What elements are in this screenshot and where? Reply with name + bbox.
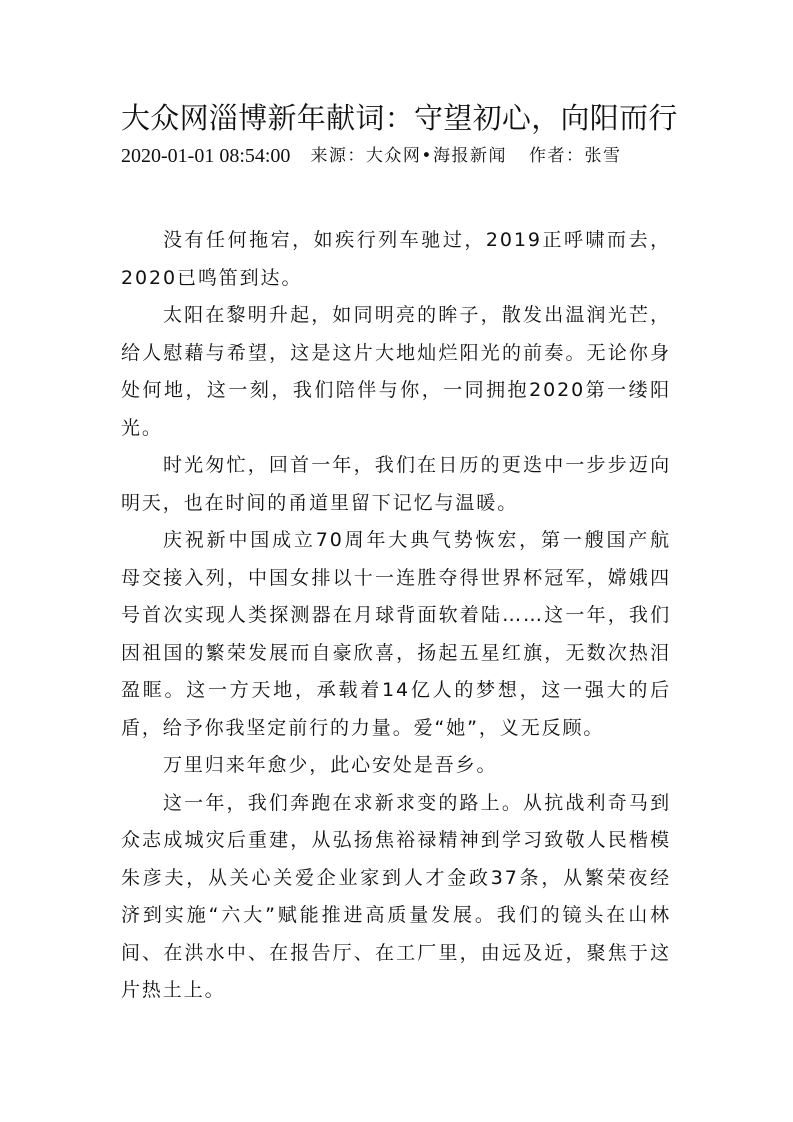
- paragraph: 万里归来年愈少，此心安处是吾乡。: [163, 754, 498, 776]
- article-author: 作者：张雪: [528, 146, 622, 166]
- paragraph: 没有任何拖宕，如疾行列车驰过，2019正呼啸而去，2020已鸣笛到达。: [121, 229, 671, 289]
- paragraph: 太阳在黎明升起，如同明亮的眸子，散发出温润光芒，给人慰藉与希望，这是这片大地灿烂阳光的前奏。无论你身处何地，这一刻，我们陪伴与你，一同拥抱2020第一缕阳光。: [121, 304, 671, 439]
- paragraph: 这一年，我们奔跑在求新求变的路上。从抗战利奇马到众志成城灾后重建，从弘扬焦裕禄精神到学习致敬人民楷模朱彦夫，从关心关爱企业家到人才金政37条，从繁荣夜经济到实施“六大”赋能推进高质量发展。我们的镜头在山林间、在洪水中、在报告厅、在工厂里，由远及近，聚焦于这片热土上。: [121, 791, 671, 1001]
- publish-datetime: 2020-01-01 08:54:00: [121, 145, 291, 167]
- article-source: 来源：大众网•海报新闻: [310, 146, 507, 166]
- article-body: [121, 222, 671, 1010]
- paragraph: 庆祝新中国成立70周年大典气势恢宏，第一艘国产航母交接入列，中国女排以十一连胜夺得世界杯冠军，嫦娥四号首次实现人类探测器在月球背面软着陆……这一年，我们因祖国的繁荣发展而自豪欣喜，扬起五星红旗，无数次热泪盈眶。这一方天地，承载着14亿人的梦想，这一强大的后盾，给予你我坚定前行的力量。爱“她”，义无反顾。: [121, 529, 671, 739]
- article-title: 大众网淄博新年献词：守望初心，向阳而行: [121, 101, 678, 135]
- article-meta: [121, 143, 671, 169]
- article: [121, 98, 678, 1010]
- paragraph: 时光匆忙，回首一年，我们在日历的更迭中一步步迈向明天，也在时间的甬道里留下记忆与温暖。: [121, 454, 671, 514]
